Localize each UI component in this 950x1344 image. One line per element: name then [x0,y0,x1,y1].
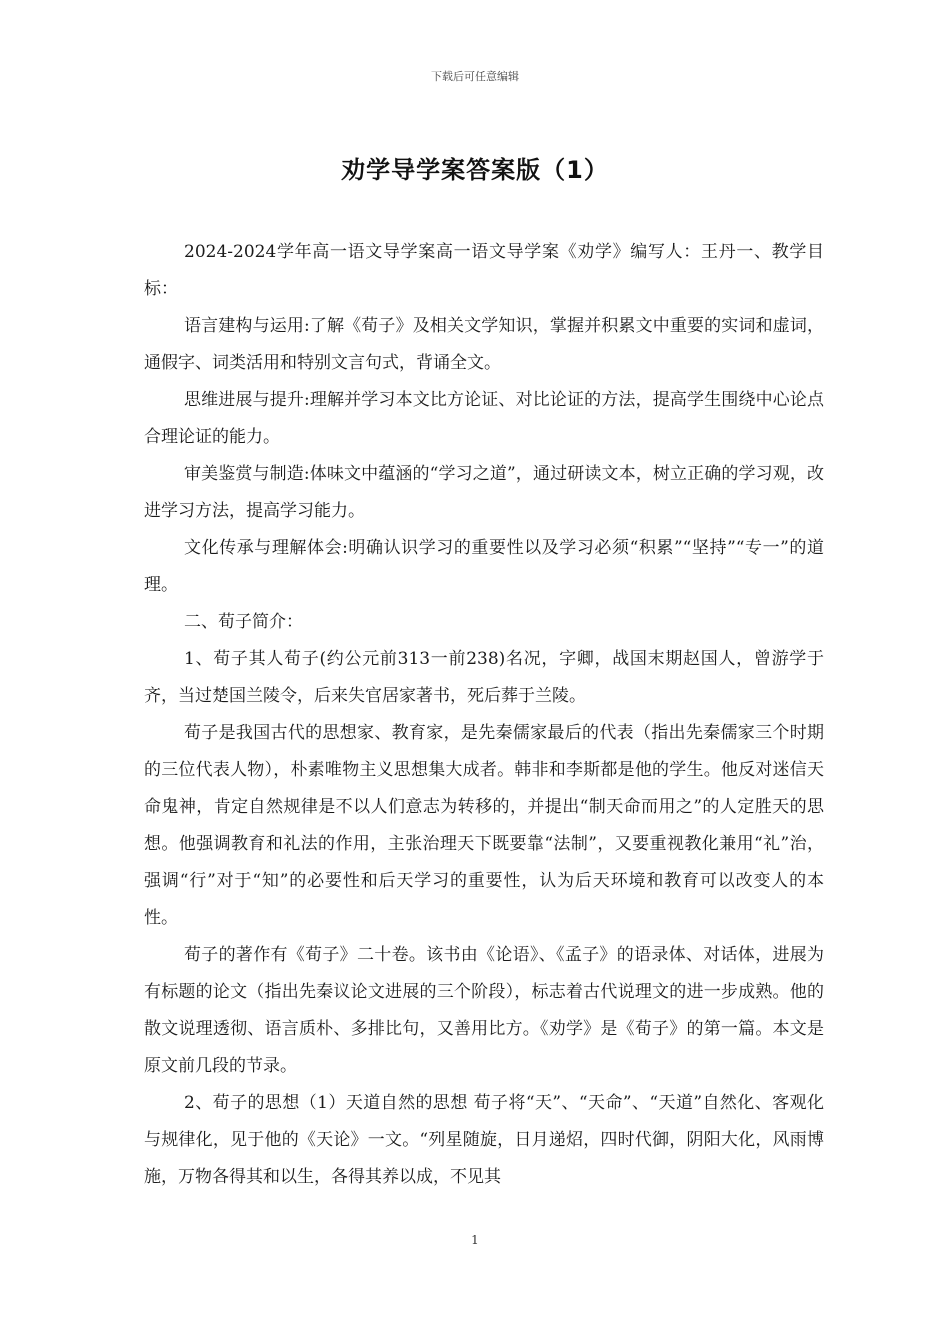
paragraph-goal-aesthetics: 审美鉴赏与制造:体味文中蕴涵的“学习之道”，通过研读文本，树立正确的学习观，改进学习方法，提高学习能力。 [144,464,824,521]
paragraph-xunzi-person: 1、荀子其人荀子(约公元前313一前238)名况，字卿，战国末期赵国人，曾游学于齐，当过楚国兰陵令，后来失官居家著书，死后葬于兰陵。 [144,649,824,706]
paragraph-goal-language: 语言建构与运用:了解《荀子》及相关文学知识，掌握并积累文中重要的实词和虚词，通假字、词类活用和特别文言句式，背诵全文。 [144,316,824,373]
page-header-note: 下载后可任意编辑 [431,70,519,83]
paragraph-xunzi-thought: 2、荀子的思想（1）天道自然的思想 荀子将“天”、“天命”、“天道”自然化、客观化与规律化，见于他的《天论》一文。“列星随旋，日月递炤，四时代御，阴阳大化，风雨博施，万物各得其和以生，各得其养以成，不见其 [144,1093,824,1187]
paragraph-goal-thinking: 思维进展与提升:理解并学习本文比方论证、对比论证的方法，提高学生围绕中心论点合理论证的能力。 [144,390,824,447]
document-body [144,234,824,1196]
document-title: 劝学导学案答案版（1） [341,156,609,184]
paragraph-intro: 2024-2024学年高一语文导学案高一语文导学案《劝学》编写人：王丹一、教学目标： [144,242,824,299]
paragraph-xunzi-works: 荀子的著作有《荀子》二十卷。该书由《论语》、《孟子》的语录体、对话体，进展为有标题的论文（指出先秦议论文进展的三个阶段），标志着古代说理文的进一步成熟。他的散文说理透彻、语言质朴、多排比句，又善用比方。《劝学》是《荀子》的第一篇。本文是原文前几段的节录。 [144,945,824,1076]
paragraph-xunzi-thinker: 荀子是我国古代的思想家、教育家，是先秦儒家最后的代表（指出先秦儒家三个时期的三位代表人物），朴素唯物主义思想集大成者。韩非和李斯都是他的学生。他反对迷信天命鬼神，肯定自然规律是不以人们意志为转移的，并提出“制天命而用之”的人定胜天的思想。他强调教育和礼法的作用，主张治理天下既要靠“法制”，又要重视教化兼用“礼”治，强调“行”对于“知”的必要性和后天学习的重要性，认为后天环境和教育可以改变人的本性。 [144,723,824,928]
page-number: 1 [471,1233,479,1247]
paragraph-goal-culture: 文化传承与理解体会:明确认识学习的重要性以及学习必须“积累”“坚持”“专一”的道理。 [144,538,824,595]
section-heading-xunzi: 二、荀子简介： [184,612,303,632]
